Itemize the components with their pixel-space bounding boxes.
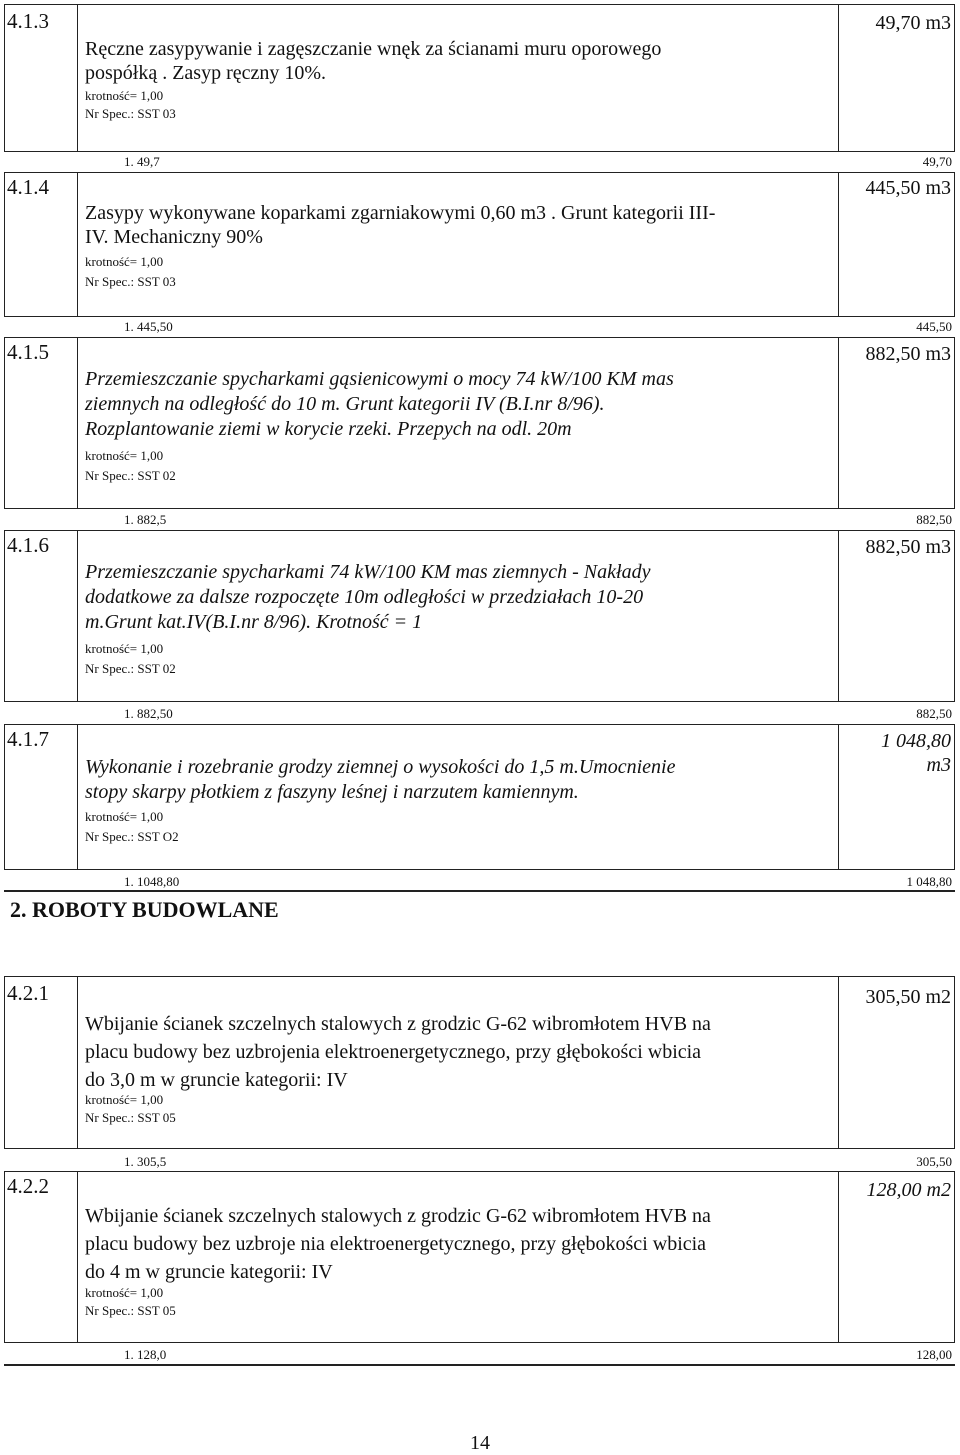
item-4-1-3	[4, 4, 955, 152]
item-4-1-5	[4, 337, 955, 509]
column-separator	[77, 338, 78, 508]
item-4-2-2	[4, 1171, 955, 1343]
item-quantity: 882,50 m3	[865, 536, 951, 558]
spec-label: Nr Spec.: SST O2	[85, 829, 179, 844]
description-line: do 3,0 m w gruncie kategorii: IV	[85, 1069, 348, 1091]
calc-result: 1 048,80	[906, 874, 952, 889]
column-separator	[838, 725, 839, 869]
column-separator	[838, 5, 839, 151]
calc-result: 445,50	[916, 319, 952, 334]
description-line: placu budowy bez uzbroje nia elektroenergetycznego, przy głębokości wbicia	[85, 1233, 707, 1255]
item-number: 4.1.7	[7, 727, 49, 751]
calc-expression: 1. 445,50	[124, 319, 173, 334]
description-line: do 4 m w gruncie kategorii: IV	[85, 1261, 333, 1283]
column-separator	[77, 977, 78, 1148]
krotnosc-label: krotność= 1,00	[85, 254, 164, 269]
calc-expression: 1. 49,7	[124, 154, 160, 169]
calc-row	[4, 872, 955, 892]
description-line: Przemieszczanie spycharkami gąsienicowymi o mocy 74 kW/100 KM mas	[85, 368, 674, 390]
column-separator	[77, 5, 78, 151]
calc-expression: 1. 882,5	[124, 512, 167, 527]
krotnosc-label: krotność= 1,00	[85, 809, 164, 824]
calc-row	[4, 317, 955, 337]
column-separator	[77, 725, 78, 869]
column-separator	[838, 531, 839, 701]
calc-row	[4, 152, 955, 172]
spec-label: Nr Spec.: SST 03	[85, 106, 176, 121]
item-number: 4.1.6	[7, 533, 49, 557]
section-title: 2. ROBOTY BUDOWLANE	[10, 897, 279, 922]
item-4-1-4	[4, 172, 955, 317]
item-quantity: 128,00 m2	[866, 1179, 951, 1201]
item-4-1-7	[4, 724, 955, 870]
description-line: Wykonanie i rozebranie grodzy ziemnej o wysokości do 1,5 m.Umocnienie	[85, 756, 676, 778]
item-quantity	[881, 729, 951, 777]
description-line: Zasypy wykonywane koparkami zgarniakowymi 0,60 m3 . Grunt kategorii III-	[85, 202, 716, 224]
spec-label: Nr Spec.: SST 03	[85, 274, 176, 289]
item-quantity: 882,50 m3	[865, 343, 951, 365]
item-number: 4.1.3	[7, 9, 49, 33]
spec-label: Nr Spec.: SST 02	[85, 468, 176, 483]
description-line: placu budowy bez uzbrojenia elektroenergetycznego, przy głębokości wbicia	[85, 1041, 702, 1063]
item-quantity: 305,50 m2	[865, 986, 951, 1008]
item-description	[85, 201, 815, 249]
spec-label: Nr Spec.: SST 02	[85, 661, 176, 676]
description-line: pospółką . Zasyp ręczny 10%.	[85, 62, 327, 84]
quantity-value: 1 048,80	[881, 730, 951, 752]
quantity-unit: m3	[926, 754, 951, 776]
item-description	[85, 37, 815, 85]
description-line: stopy skarpy płotkiem z faszyny leśnej i narzutem kamiennym.	[85, 781, 579, 803]
calc-row	[4, 1152, 955, 1172]
calc-expression: 1. 305,5	[124, 1154, 167, 1169]
krotnosc-label: krotność= 1,00	[85, 1092, 164, 1107]
description-line: Rozplantowanie ziemi w korycie rzeki. Przepych na odl. 20m	[85, 418, 572, 440]
calc-row	[4, 1345, 955, 1365]
calc-expression: 1. 128,0	[124, 1347, 167, 1362]
item-quantity: 445,50 m3	[865, 177, 951, 199]
item-number: 4.1.4	[7, 175, 49, 199]
krotnosc-label: krotność= 1,00	[85, 448, 164, 463]
column-separator	[77, 1172, 78, 1342]
item-description	[85, 367, 815, 442]
calc-result: 882,50	[916, 512, 952, 527]
spec-label: Nr Spec.: SST 05	[85, 1303, 176, 1318]
item-number: 4.2.1	[7, 981, 49, 1005]
calc-expression: 1. 882,50	[124, 706, 173, 721]
item-4-1-6	[4, 530, 955, 702]
page-number: 14	[470, 1432, 490, 1454]
description-line: dodatkowe za dalsze rozpoczęte 10m odległości w przedziałach 10-20	[85, 586, 644, 608]
item-description	[85, 755, 815, 805]
calc-row	[4, 510, 955, 530]
description-line: ziemnych na odległość do 10 m. Grunt kategorii IV (B.I.nr 8/96).	[85, 393, 605, 415]
column-separator	[838, 1172, 839, 1342]
krotnosc-label: krotność= 1,00	[85, 1285, 164, 1300]
description-line: Wbijanie ścianek szczelnych stalowych z grodzic G-62 wibromłotem HVB na	[85, 1205, 711, 1227]
divider	[4, 890, 955, 892]
item-description	[85, 1202, 825, 1286]
item-4-2-1	[4, 976, 955, 1149]
calc-result: 305,50	[916, 1154, 952, 1169]
divider	[4, 1364, 955, 1366]
calc-expression: 1. 1048,80	[124, 874, 180, 889]
item-number: 4.2.2	[7, 1174, 49, 1198]
description-line: m.Grunt kat.IV(B.I.nr 8/96). Krotność = 1	[85, 611, 423, 633]
item-description	[85, 1010, 825, 1094]
column-separator	[838, 977, 839, 1148]
description-line: IV. Mechaniczny 90%	[85, 226, 263, 248]
calc-result: 49,70	[922, 154, 952, 169]
column-separator	[77, 531, 78, 701]
calc-result: 882,50	[916, 706, 952, 721]
calc-result: 128,00	[916, 1347, 952, 1362]
krotnosc-label: krotność= 1,00	[85, 88, 164, 103]
item-number: 4.1.5	[7, 340, 49, 364]
description-line: Przemieszczanie spycharkami 74 kW/100 KM mas ziemnych - Nakłady	[85, 561, 651, 583]
description-line: Wbijanie ścianek szczelnych stalowych z grodzic G-62 wibromłotem HVB na	[85, 1013, 711, 1035]
description-line: Ręczne zasypywanie i zagęszczanie wnęk za ścianami muru oporowego	[85, 38, 662, 60]
item-description	[85, 560, 815, 635]
item-quantity: 49,70 m3	[875, 12, 951, 34]
column-separator	[838, 338, 839, 508]
column-separator	[838, 173, 839, 316]
spec-label: Nr Spec.: SST 05	[85, 1110, 176, 1125]
column-separator	[77, 173, 78, 316]
krotnosc-label: krotność= 1,00	[85, 641, 164, 656]
calc-row	[4, 704, 955, 724]
